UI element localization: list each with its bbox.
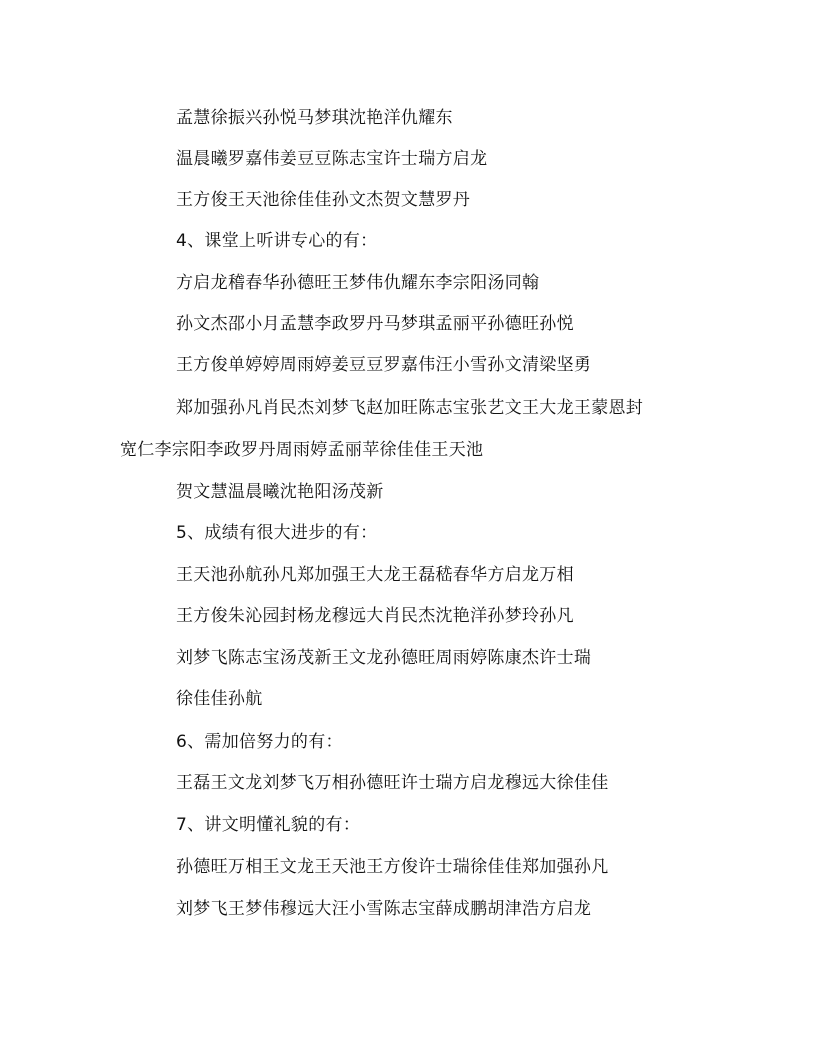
text-line: 温晨曦罗嘉伟姜豆豆陈志宝许士瑞方启龙 (176, 149, 488, 169)
text-line: 郑加强孙凡肖民杰刘梦飞赵加旺陈志宝张艺文王大龙王蒙恩封 (176, 398, 644, 418)
text-line: 王方俊王天池徐佳佳孙文杰贺文慧罗丹 (176, 190, 471, 210)
text-line: 孙德旺万相王文龙王天池王方俊许士瑞徐佳佳郑加强孙凡 (176, 857, 609, 877)
text-line: 孟慧徐振兴孙悦马梦琪沈艳洋仇耀东 (176, 108, 453, 128)
text-line: 孙文杰邵小月孟慧李政罗丹马梦琪孟丽平孙德旺孙悦 (176, 314, 574, 334)
text-line: 方启龙稽春华孙德旺王梦伟仇耀东李宗阳汤同翰 (176, 273, 540, 293)
text-line-continued: 宽仁李宗阳李政罗丹周雨婷孟丽苹徐佳佳王天池 (120, 440, 484, 460)
text-line: 王方俊朱沁园封杨龙穆远大肖民杰沈艳洋孙梦玲孙凡 (176, 606, 574, 626)
text-line: 王方俊单婷婷周雨婷姜豆豆罗嘉伟汪小雪孙文清梁坚勇 (176, 355, 592, 375)
section-heading: 7、讲文明懂礼貌的有： (176, 815, 361, 835)
text-line: 刘梦飞王梦伟穆远大汪小雪陈志宝薛成鹏胡津浩方启龙 (176, 899, 592, 919)
text-line: 王磊王文龙刘梦飞万相孙德旺许士瑞方启龙穆远大徐佳佳 (176, 773, 609, 793)
section-heading: 6、需加倍努力的有： (176, 732, 343, 752)
section-heading: 5、成绩有很大进步的有： (176, 523, 378, 543)
text-line: 刘梦飞陈志宝汤茂新王文龙孙德旺周雨婷陈康杰许士瑞 (176, 648, 592, 668)
section-heading: 4、课堂上听讲专心的有： (176, 231, 378, 251)
text-line: 王天池孙航孙凡郑加强王大龙王磊嵇春华方启龙万相 (176, 565, 574, 585)
text-line: 徐佳佳孙航 (176, 689, 263, 709)
text-line: 贺文慧温晨曦沈艳阳汤茂新 (176, 482, 384, 502)
